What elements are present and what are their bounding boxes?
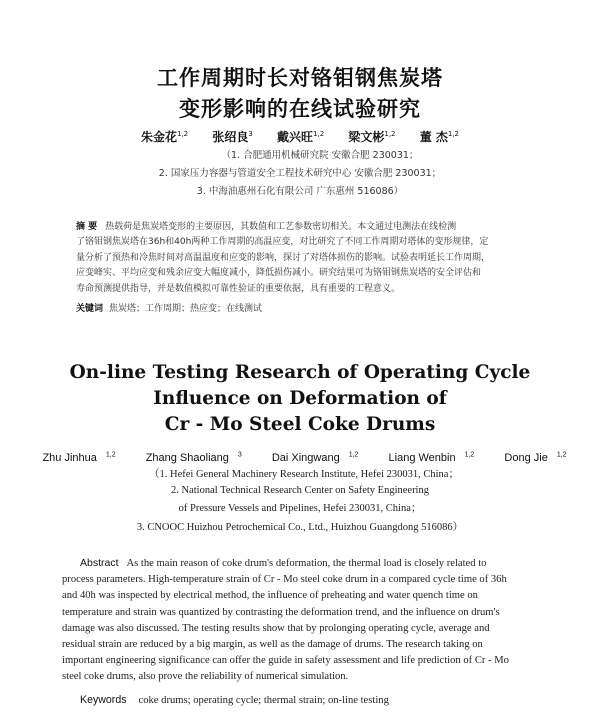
english-title (0, 360, 600, 438)
en-author: Dong Jie $^{1,2}$ (504, 451, 567, 464)
cn-keywords-text: 焦炭塔；工作周期；热应变；在线测试 (109, 304, 263, 314)
english-authors (0, 451, 600, 464)
english-title-line-1: On-line Testing Research of Operating Cycle (69, 362, 531, 383)
en-keywords-label: Keywords (80, 694, 127, 706)
en-affiliation: 2. National Technical Research Center on Safety Engineering (171, 485, 429, 496)
en-abstract-line: residual strain are reduced by a big margin, as well as the damage of drums. The research taking on (62, 639, 483, 651)
cn-abstract-line: 应变峰实、平均应变和残余应变大幅度减小，降低损伤减小。研究结果可为铬钼钢焦炭塔的安全评估和 (76, 268, 482, 279)
en-abstract-line: process parameters. High-temperature strain of Cr - Mo steel coke drum in a compared cycle time of 36h (62, 574, 507, 586)
english-keywords (80, 694, 550, 706)
en-abstract-line: and 40h was inspected by electrical method, the influence of preheating and water quench time on (62, 590, 478, 602)
cn-author: 梁文彬$^{1,2}$ (348, 130, 396, 144)
english-title-line-2: Influence on Deformation of (153, 388, 447, 409)
chinese-keywords (76, 301, 542, 314)
cn-abstract-line: 寿命预测提供指导，并是数值模拟可靠性验证的重要依据，具有重要的工程意义。 (76, 283, 401, 294)
en-abstract-line: important engineering significance can offer the guide in safety assessment and life prediction of Cr - Mo (62, 655, 509, 667)
en-author: Dai Xingwang $^{1,2}$ (271, 451, 359, 464)
cn-affiliation: 2. 国家压力容器与管道安全工程技术研究中心 安徽合肥 230031； (158, 168, 442, 179)
en-author: Zhu Jinhua $^{1,2}$ (42, 451, 116, 464)
en-abstract-label: Abstract (80, 557, 119, 569)
cn-affiliation: （1. 合肥通用机械研究院 安徽合肥 230031； (221, 150, 419, 161)
cn-keywords-label: 关键词 (76, 304, 104, 314)
cn-abstract-line: 热载荷是焦炭塔变形的主要原因，其数值和工艺参数密切相关。本文通过电测法在线检测 (105, 222, 457, 232)
cn-abstract-label: 摘 要 (76, 222, 98, 232)
chinese-title-line-2: 变形影响的在线试验研究 (179, 96, 421, 121)
cn-abstract-line: 了铬钼钢焦炭塔在36h和40h两种工作周期的高温应变，对比研究了不同工作周期对塔体的变形规律，定 (76, 237, 489, 248)
en-author: Liang Wenbin $^{1,2}$ (388, 451, 475, 464)
cn-author: 董 杰$^{1,2}$ (419, 130, 460, 144)
chinese-affiliations (0, 147, 600, 197)
cn-author: 朱金花$^{1,2}$ (140, 130, 189, 144)
en-affiliation: （1. Hefei General Machinery Research Institute, Hefei 230031, China； (149, 469, 459, 480)
en-author: Zhang Shaoliang $^3$ (145, 451, 242, 464)
chinese-authors (0, 128, 600, 145)
en-affiliation: of Pressure Vessels and Pipelines, Hefei 230031, China； (178, 503, 422, 514)
cn-abstract-line: 量分析了预热和冷焦时间对高温温度和应变的影响，探讨了对塔体损伤的影响。试验表明延长工作周期， (76, 252, 491, 263)
chinese-title (0, 62, 600, 123)
en-affiliation: 3. CNOOC Huizhou Petrochemical Co., Ltd., Huizhou Guangdong 516086） (136, 522, 464, 533)
en-keywords-text: coke drums; operating cycle; thermal strain; on-line testing (138, 695, 389, 706)
en-abstract-line: temperature and strain was quantized by contrasting the deformation trend, and the influence on drum's (62, 606, 500, 618)
english-abstract (62, 555, 546, 686)
cn-author: 戴兴旺$^{1,2}$ (277, 130, 325, 144)
en-abstract-line: steel coke drums, also prove the reliability of numerical simulation. (62, 671, 349, 683)
chinese-abstract (76, 220, 542, 297)
en-abstract-line: As the main reason of coke drum's deformation, the thermal load is closely related to (126, 558, 487, 569)
cn-affiliation: 3. 中海油惠州石化有限公司 广东惠州 516086） (196, 186, 404, 197)
cn-author: 张绍良$^3$ (212, 130, 253, 144)
chinese-title-line-1: 工作周期时长对铬钼钢焦炭塔 (157, 65, 443, 90)
english-affiliations (0, 466, 600, 534)
en-abstract-line: damage was also discussed. The testing results show that by prolonging operating cycle, average and (62, 622, 490, 634)
english-title-line-3: Cr - Mo Steel Coke Drums (164, 414, 436, 435)
